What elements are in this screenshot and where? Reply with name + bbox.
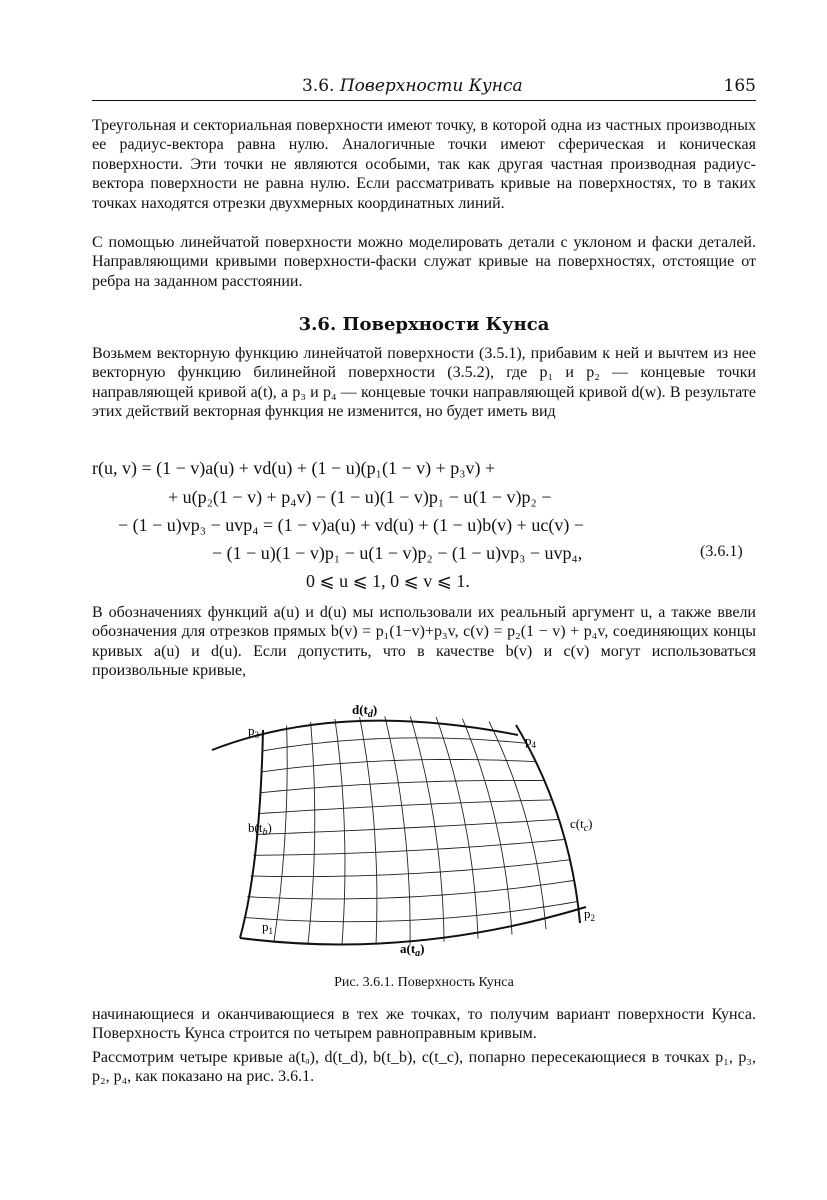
grid-line-v bbox=[260, 780, 544, 792]
paragraph-2: С помощью линейчатой поверхности можно моделировать детали с уклоном и фаски деталей. Направляющими кривыми поверхности-фаски служат кривые на поверхностях, отстоящие от ребра на заданном расстоянии. bbox=[92, 234, 756, 290]
page-number: 165 bbox=[723, 76, 756, 96]
grid-line-u bbox=[410, 716, 444, 942]
equation-line-1: r(u, v) = (1 − v)a(u) + vd(u) + (1 − u)(p₁(1 − v) + p₃v) + bbox=[92, 458, 496, 478]
grid-line-v bbox=[253, 840, 564, 856]
equation-number: (3.6.1) bbox=[700, 543, 743, 560]
figure-caption: Рис. 3.6.1. Поверхность Кунса bbox=[334, 975, 514, 990]
label-c: $c(t_c)$ bbox=[570, 816, 593, 834]
paragraph-3: Возьмем векторную функцию линейчатой поверхности (3.5.1), прибавим к ней и вычтем из нее векторную функцию билинейной поверхности (3.5.2), где p₁ и p₂ — концевые точки направляющей кривой a(t), а p₃ и p₄ — концевые точки направляющей кривой d(w). В результате этих действий векторная функция не изменится, но будет иметь вид bbox=[92, 345, 756, 421]
grid-line-v bbox=[247, 881, 573, 899]
grid-line-v bbox=[256, 820, 558, 835]
grid-line-v bbox=[262, 738, 526, 751]
label-p4: $p_4$ bbox=[525, 733, 536, 750]
curve-a bbox=[240, 907, 586, 944]
label-p2: $p_2$ bbox=[584, 906, 595, 923]
grid-line-u bbox=[462, 719, 512, 935]
label-p3: $p_3$ bbox=[248, 723, 259, 740]
grid-line-v bbox=[258, 800, 551, 814]
header-section-title: Поверхности Кунса bbox=[339, 76, 523, 96]
coons-surface-figure bbox=[200, 695, 620, 965]
paragraph-4: В обозначениях функций a(u) и d(u) мы использовали их реальный аргумент u, а также ввели обозначения для отрезков прямых b(v) = p₁(1−v)+p₃v, c(v) = p₂(1 − v) + p₄v, соединяющих концы кривых a(u) и d(u). Если допустить, что в качестве b(v) и c(v) могут использоваться произвольные кривые, bbox=[92, 604, 756, 680]
paragraph-6: Рассмотрим четыре кривые a(tₐ), d(t_d), b(t_b), c(t_c), попарно пересекающиеся в точках p₁, p₃, p₂, p₄, как показано на рис. 3.6.1. bbox=[92, 1049, 756, 1086]
equation-line-2: + u(p₂(1 − v) + p₄v) − (1 − u)(1 − v)p₁ − u(1 − v)p₂ − bbox=[168, 487, 552, 507]
paragraph-1: Треугольная и секториальная поверхности имеют точку, в которой одна из частных производных ее радиус-вектора равна нулю. Аналогичные точки имеют сферическая и коническая поверхности. Эти точки не являются особыми, так как другая частная производная радиус-вектора поверхности не равна нулю. Если рассматривать кривые на поверхностях, то в таких точках находятся отрезки двухмерных координатных линий. bbox=[92, 117, 756, 212]
running-header bbox=[92, 74, 756, 101]
grid-line-v bbox=[244, 902, 577, 922]
equation-line-5: 0 ⩽ u ⩽ 1, 0 ⩽ v ⩽ 1. bbox=[306, 571, 470, 591]
label-a: $a(t_a)$ bbox=[400, 941, 425, 959]
grid-line-v bbox=[251, 860, 570, 877]
surface-grid bbox=[244, 716, 577, 945]
label-b: $b(t_b)$ bbox=[248, 820, 272, 838]
equation-line-3: − (1 − u)vp₃ − uvp₄ = (1 − v)a(u) + vd(u) + (1 − u)b(v) + uc(v) − bbox=[118, 515, 584, 535]
grid-line-u bbox=[489, 722, 546, 930]
label-d: $d(t_d)$ bbox=[352, 702, 378, 720]
equation-line-4: − (1 − u)(1 − v)p₁ − u(1 − v)p₂ − (1 − u)vp₃ − uvp₄, bbox=[212, 543, 583, 563]
section-heading: 3.6. Поверхности Кунса bbox=[298, 314, 550, 335]
label-p1: $p_1$ bbox=[262, 919, 273, 936]
header-section-number: 3.6. bbox=[302, 76, 335, 96]
grid-line-u bbox=[385, 716, 410, 944]
grid-line-u bbox=[360, 717, 377, 945]
grid-line-u bbox=[335, 719, 345, 945]
grid-line-u bbox=[436, 717, 478, 939]
header-section bbox=[302, 76, 523, 96]
paragraph-5: начинающиеся и оканчивающиеся в тех же точках, то получим вариант поверхности Кунса. Поверхность Кунса строится по четырем равноправным кривым. bbox=[92, 1006, 756, 1043]
grid-line-v bbox=[261, 759, 535, 772]
